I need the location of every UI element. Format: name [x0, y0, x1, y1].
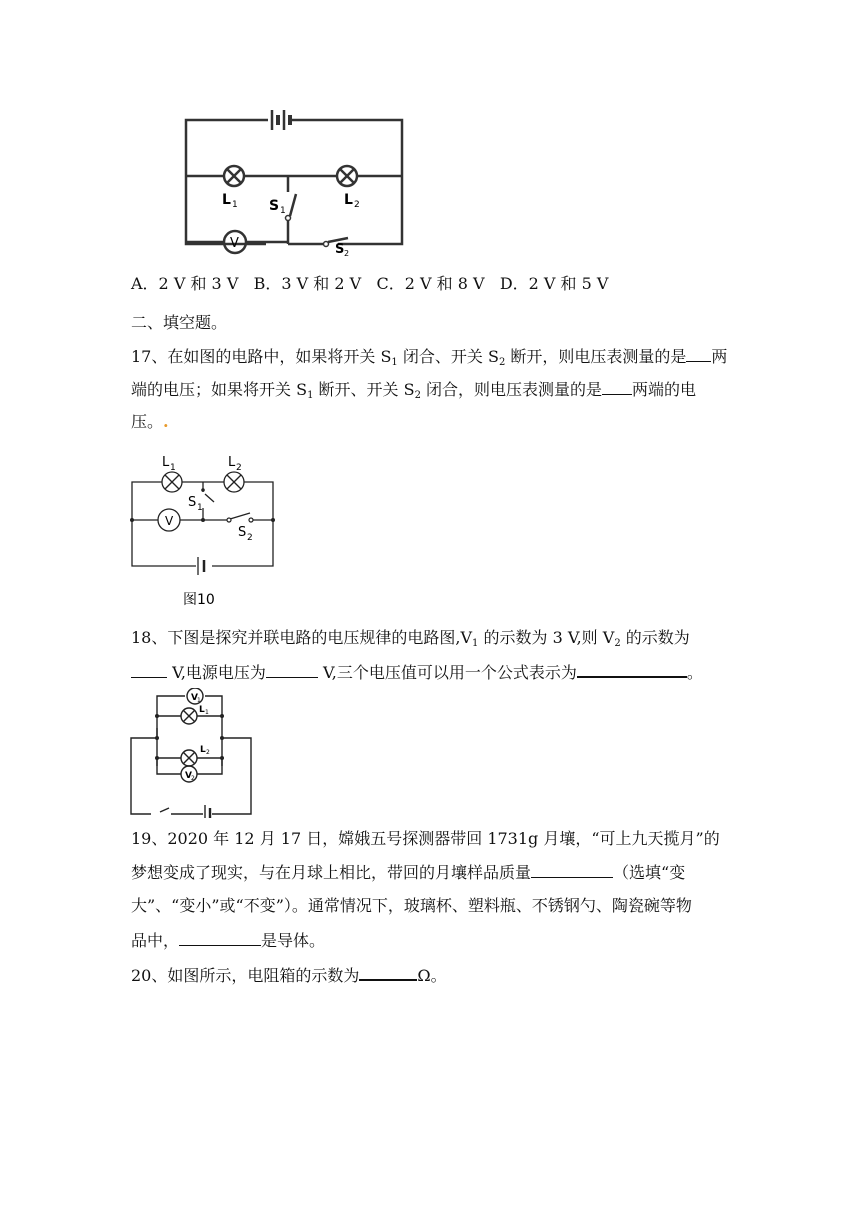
lamp-l1-label: L: [222, 192, 231, 208]
q18-blank-1[interactable]: [131, 662, 167, 678]
choice-d: D．2 V 和 5 V: [499, 274, 609, 293]
voltmeter-label: V: [230, 236, 239, 251]
circuit-diagram-q17: [126, 452, 286, 612]
svg-text:S: S: [188, 495, 197, 510]
svg-text:2: 2: [191, 775, 195, 782]
q19-blank-1[interactable]: [531, 862, 613, 878]
svg-text:L: L: [228, 455, 236, 470]
q20-line1: 20、如图所示，电阻箱的示数为 Ω。: [131, 966, 447, 985]
circuit-diagram-q18: [127, 688, 255, 818]
circuit-diagram-top: [178, 106, 408, 258]
svg-text:V: V: [185, 771, 192, 781]
switch-s1-sub: 1: [280, 206, 286, 216]
q17-blank-1[interactable]: [686, 346, 711, 362]
svg-text:2: 2: [206, 749, 210, 756]
q19-line3: 大”、“变小”或“不变”）。通常情况下，玻璃杯、塑料瓶、不锈钢勺、陶瓷碗等物: [131, 896, 692, 915]
svg-text:2: 2: [236, 463, 242, 473]
svg-text:L: L: [200, 745, 206, 755]
svg-text:L: L: [199, 705, 205, 715]
svg-text:1: 1: [170, 463, 176, 473]
q20-blank-1[interactable]: [359, 964, 417, 981]
q18-blank-3[interactable]: [577, 661, 687, 678]
choice-a: A．2 V 和 3 V: [131, 274, 239, 293]
q19-line4: 品中， 是导体。: [131, 931, 326, 950]
svg-text:V: V: [165, 514, 174, 528]
q17-line3: 压。.: [131, 412, 169, 431]
figure-caption: 图10: [183, 592, 215, 608]
svg-text:1: 1: [205, 709, 209, 716]
section-title: 二、填空题。: [131, 313, 228, 332]
svg-text:2: 2: [247, 533, 253, 543]
svg-text:1: 1: [197, 697, 201, 704]
q19-line1: 19、2020 年 12 月 17 日，嫦娥五号探测器带回 1731g 月壤，“可上九天揽月”的: [131, 829, 720, 848]
answer-choices: [131, 274, 608, 294]
q19-line2: 梦想变成了现实，与在月球上相比，带回的月壤样品质量 （选填“变: [131, 863, 686, 882]
svg-text:S: S: [238, 525, 247, 540]
choice-c: C．2 V 和 8 V: [376, 274, 485, 293]
q17-line1: 17、在如图的电路中，如果将开关 $S_1$ 闭合、开关 $S_2$ 断开，则电压表测量的是 两: [131, 347, 728, 368]
lamp-l1-sub: 1: [232, 200, 238, 210]
svg-text:V: V: [191, 693, 198, 703]
lamp-l2-sub: 2: [354, 200, 360, 210]
choice-b: B．3 V 和 2 V: [253, 274, 362, 293]
q18-line2: V,电源电压为 V,三个电压值可以用一个公式表示为 。: [131, 661, 703, 683]
q17-blank-2[interactable]: [602, 379, 632, 395]
svg-text:1: 1: [197, 503, 203, 513]
switch-s1-label: S: [269, 198, 280, 214]
q18-line1: 18、下图是探究并联电路的电压规律的电路图$,V_1$ 的示数为 3 V,则 $V_2$ 的示数为: [131, 628, 690, 649]
lamp-l2-label: L: [344, 192, 353, 208]
q19-blank-2[interactable]: [179, 930, 261, 946]
svg-text:L: L: [162, 455, 170, 470]
switch-s2-label: S: [335, 242, 345, 257]
q18-blank-2[interactable]: [266, 662, 318, 678]
q17-line2: 端的电压；如果将开关 $S_1$ 断开、开关 $S_2$ 闭合，则电压表测量的是 两端的电: [131, 380, 697, 401]
switch-s2-sub: 2: [344, 249, 350, 258]
